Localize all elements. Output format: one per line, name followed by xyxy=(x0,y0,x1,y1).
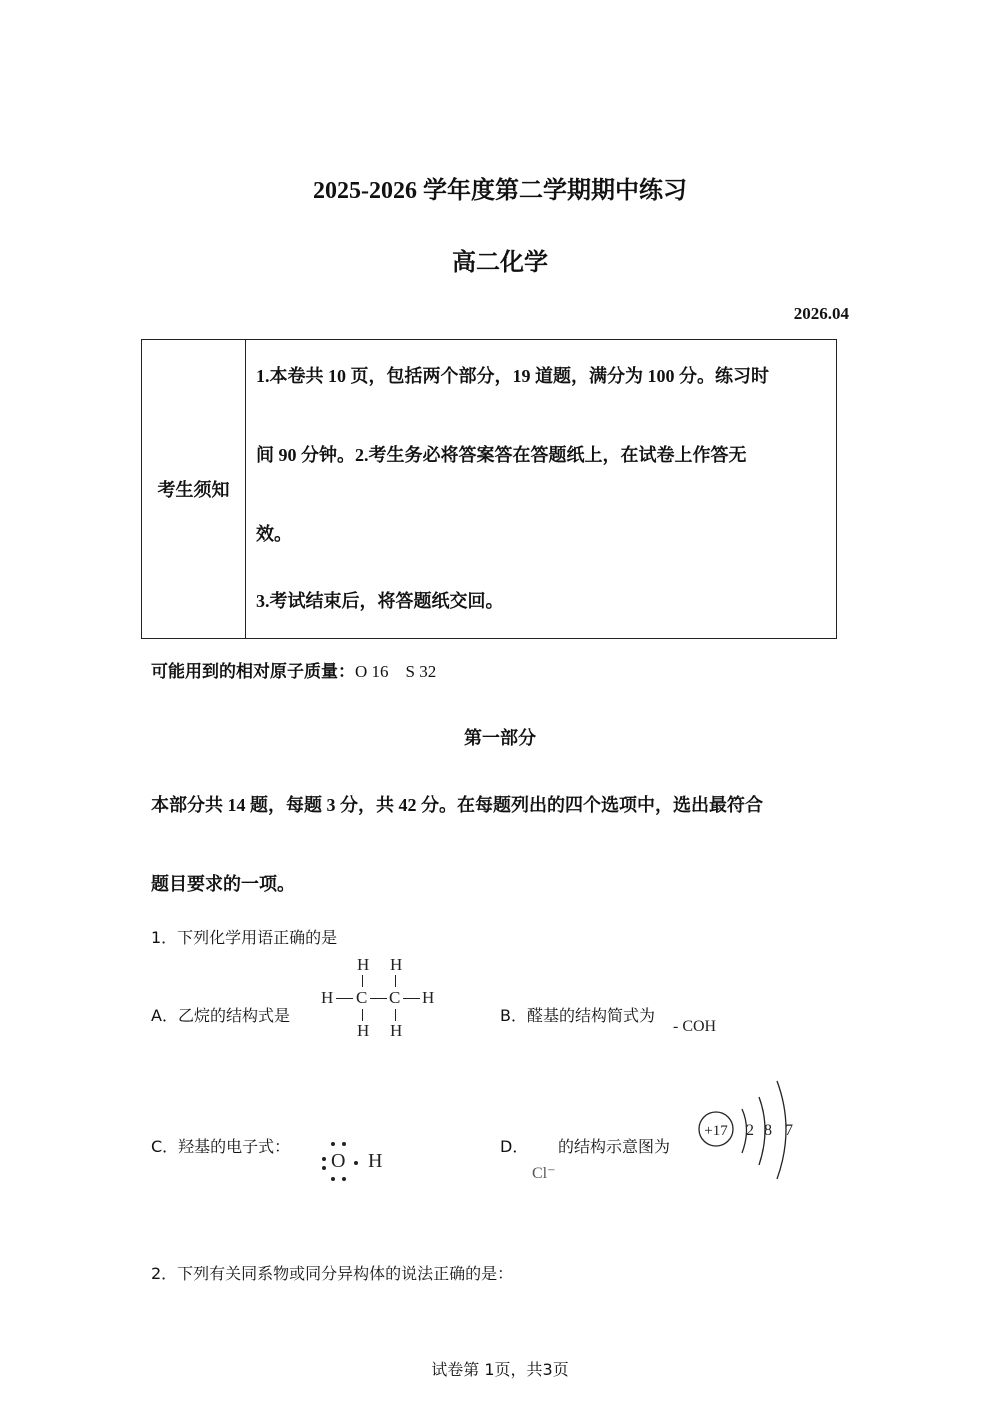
ethane-h-top-1: H xyxy=(357,955,370,974)
q1-option-d: 的结构示意图为 xyxy=(558,1137,671,1156)
electron-dot xyxy=(342,1142,346,1146)
ethane-bond xyxy=(403,998,420,999)
notice-table xyxy=(141,339,837,639)
ethane-bond xyxy=(395,1009,396,1021)
exam-date: 2026.04 xyxy=(793,304,849,323)
atomic-mass-values: O 16 S 32 xyxy=(355,662,437,681)
aldehyde-formula: - COH xyxy=(673,1018,717,1035)
ethane-bond xyxy=(362,1009,363,1021)
ethane-h-left: H xyxy=(321,988,334,1007)
electron-dot xyxy=(322,1166,326,1170)
electron-dot xyxy=(354,1161,358,1165)
q1-option-a: A．乙烷的结构式是 xyxy=(151,1006,290,1025)
ethane-structure xyxy=(318,955,443,1045)
q1-stem: 1．下列化学用语正确的是 xyxy=(151,928,338,947)
hydroxyl-h: H xyxy=(368,1150,383,1172)
ethane-bond xyxy=(336,998,353,999)
ethane-c-2: C xyxy=(389,988,401,1007)
subject-title: 高二化学 xyxy=(452,248,548,276)
electron-dot xyxy=(342,1177,346,1181)
electron-dot xyxy=(322,1157,326,1161)
ethane-bond xyxy=(370,998,387,999)
ethane-h-right: H xyxy=(422,988,435,1007)
ethane-h-bottom-1: H xyxy=(357,1021,370,1040)
ethane-bond xyxy=(362,975,363,987)
notice-label: 考生须知 xyxy=(142,340,246,638)
notice-line-1: 1.本卷共 10 页，包括两个部分，19 道题，满分为 100 分。练习时 xyxy=(256,366,769,386)
electron-dot xyxy=(331,1177,335,1181)
chloride-ion: Cl⁻ xyxy=(532,1165,556,1182)
part1-instruction-2: 题目要求的一项。 xyxy=(151,874,295,895)
shell-electrons-3: 7 xyxy=(785,1122,793,1139)
exam-title: 2025-2026 学年度第二学期期中练习 xyxy=(313,178,687,204)
atomic-mass-line xyxy=(151,657,436,682)
ethane-bond xyxy=(395,975,396,987)
q1-option-d-prefix: D． xyxy=(500,1137,529,1156)
hydroxyl-o: O xyxy=(331,1150,346,1172)
shell-electrons-1: 2 xyxy=(746,1122,754,1139)
electron-dot xyxy=(331,1142,335,1146)
notice-line-4: 3.考试结束后，将答题纸交回。 xyxy=(256,591,504,611)
q2-stem: 2．下列有关同系物或同分异构体的说法正确的是： xyxy=(151,1264,514,1283)
ethane-c-1: C xyxy=(356,988,368,1007)
page-footer: 试卷第 1页，共3页 xyxy=(431,1360,569,1379)
part1-title: 第一部分 xyxy=(464,728,536,749)
shell-electrons-2: 8 xyxy=(764,1122,772,1139)
chloride-structure-diagram xyxy=(695,1075,805,1185)
hydroxyl-electron-formula xyxy=(318,1138,398,1188)
ethane-h-bottom-2: H xyxy=(390,1021,403,1040)
ethane-h-top-2: H xyxy=(390,955,403,974)
notice-line-3: 效。 xyxy=(256,524,292,545)
part1-instruction-1: 本部分共 14 题，每题 3 分，共 42 分。在每题列出的四个选项中，选出最符合 xyxy=(151,795,763,815)
notice-line-2: 间 90 分钟。2.考生务必将答案答在答题纸上，在试卷上作答无 xyxy=(256,445,747,465)
q1-option-b: B．醛基的结构简式为 xyxy=(500,1006,655,1025)
q1-option-c: C．羟基的电子式： xyxy=(151,1137,291,1156)
atomic-mass-label: 可能用到的相对原子质量： xyxy=(151,662,355,682)
nucleus-charge: +17 xyxy=(704,1123,728,1139)
